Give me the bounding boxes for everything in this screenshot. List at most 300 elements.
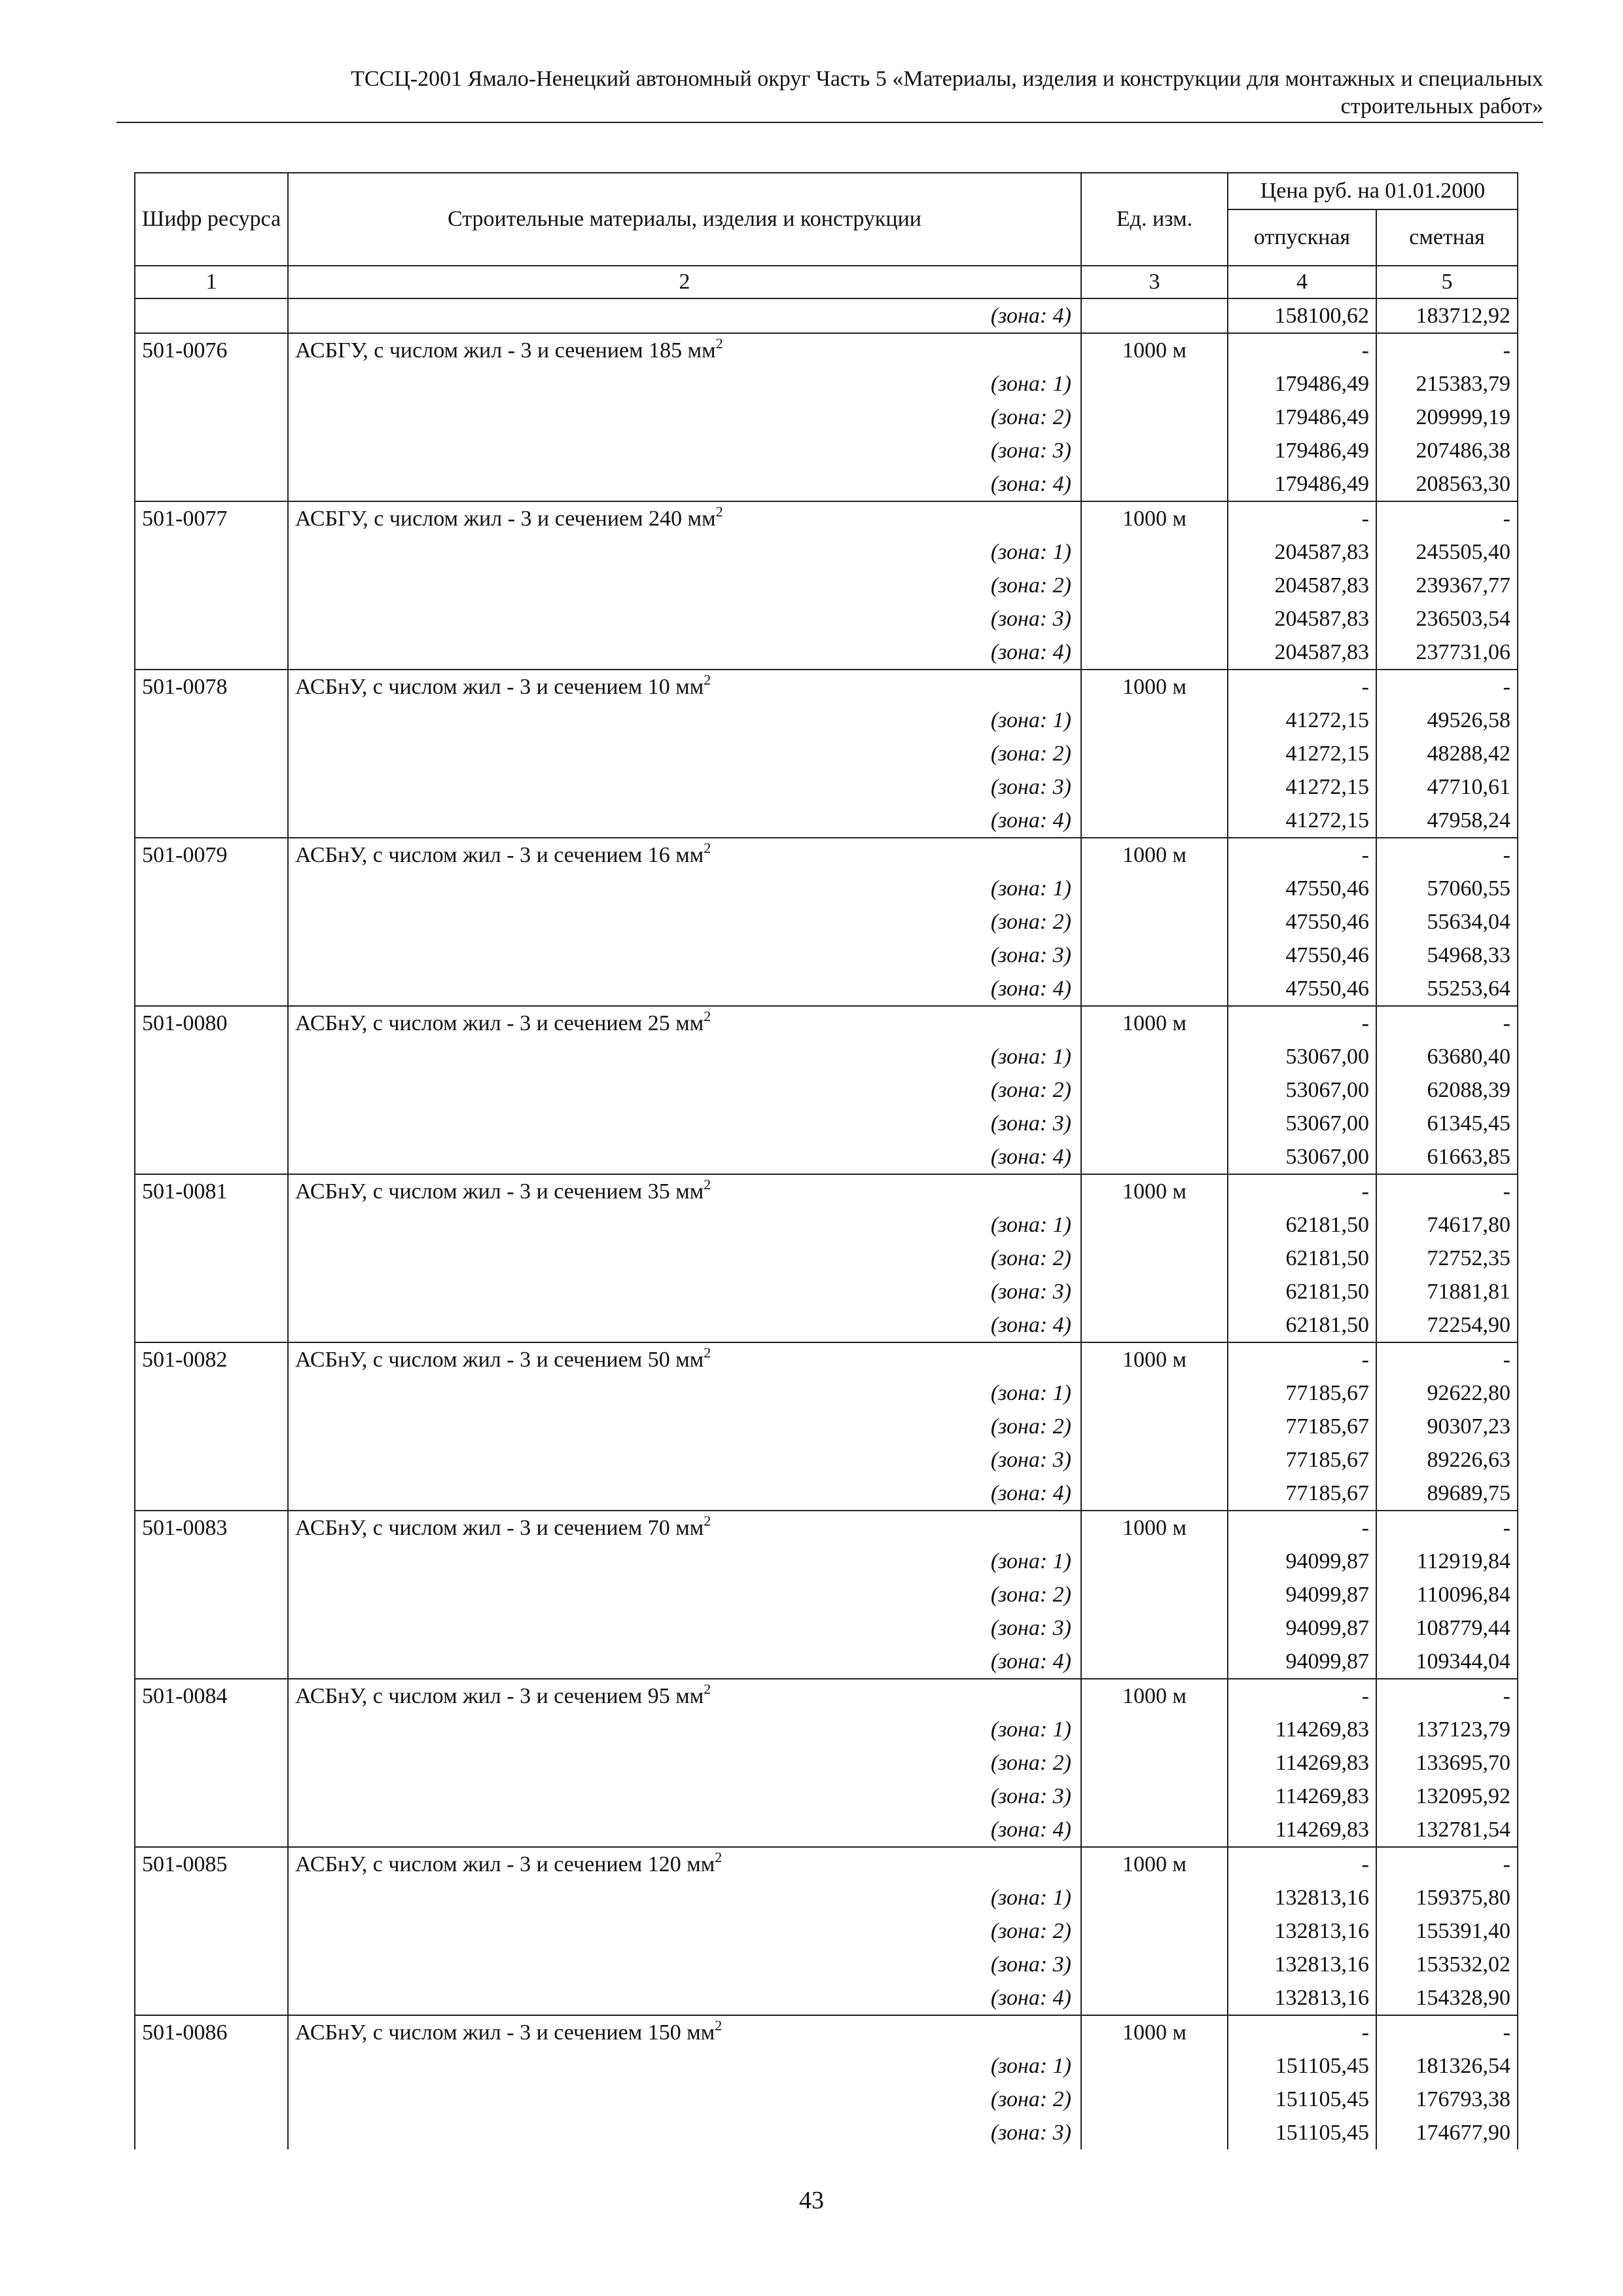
table-row (135, 333, 1518, 367)
material-name-text: (зона: 2) (990, 1583, 1071, 1607)
unit-of-measure (1081, 1611, 1228, 1645)
material-name-text: (зона: 1) (990, 1886, 1071, 1910)
unit-of-measure (1081, 1275, 1228, 1308)
release-price: - (1228, 1847, 1376, 1881)
table-row (135, 1107, 1518, 1140)
estimate-price: 237731,06 (1376, 636, 1518, 670)
unit-of-measure (1081, 636, 1228, 670)
unit-superscript: 2 (704, 1176, 711, 1193)
material-name-text: (зона: 4) (990, 472, 1071, 496)
resource-code (135, 636, 288, 670)
zone-label (288, 1208, 1081, 1242)
material-name-text: (зона: 4) (990, 640, 1071, 664)
estimate-price: 72752,35 (1376, 1242, 1518, 1275)
unit-superscript: 2 (715, 335, 723, 351)
material-name (288, 333, 1081, 367)
header-line-1: ТССЦ-2001 Ямало-Ненецкий автономный округ Часть 5 «Материалы, изделия и конструкции для монтажных и специальных (351, 67, 1543, 91)
unit-of-measure (1081, 1443, 1228, 1477)
estimate-price: 110096,84 (1376, 1578, 1518, 1611)
estimate-price: 155391,40 (1376, 1914, 1518, 1948)
unit-of-measure: 1000 м (1081, 1679, 1228, 1713)
table-row (135, 501, 1518, 535)
table-header (135, 173, 1518, 298)
unit-superscript: 2 (704, 840, 711, 856)
unit-of-measure (1081, 939, 1228, 972)
table-row (135, 2015, 1518, 2049)
estimate-price: 61345,45 (1376, 1107, 1518, 1140)
unit-of-measure (1081, 872, 1228, 905)
release-price: 47550,46 (1228, 972, 1376, 1006)
unit-of-measure: 1000 м (1081, 1511, 1228, 1545)
estimate-price: 61663,85 (1376, 1140, 1518, 1174)
zone-label (288, 298, 1081, 333)
unit-of-measure (1081, 1746, 1228, 1780)
unit-of-measure (1081, 1780, 1228, 1813)
zone-label (288, 1410, 1081, 1443)
material-name-text: (зона: 3) (990, 775, 1071, 799)
zone-label (288, 1040, 1081, 1073)
resource-code: 501-0084 (135, 1679, 288, 1713)
material-name-text: (зона: 4) (990, 1818, 1071, 1842)
release-price: 114269,83 (1228, 1746, 1376, 1780)
table-row (135, 569, 1518, 602)
unit-of-measure (1081, 1545, 1228, 1578)
resource-code: 501-0079 (135, 838, 288, 872)
zone-label (288, 1881, 1081, 1914)
estimate-price: 133695,70 (1376, 1746, 1518, 1780)
unit-superscript: 2 (704, 1681, 711, 1697)
estimate-price: 92622,80 (1376, 1376, 1518, 1410)
unit-of-measure (1081, 972, 1228, 1006)
unit-of-measure (1081, 1981, 1228, 2015)
material-name (288, 838, 1081, 872)
release-price: - (1228, 1006, 1376, 1040)
estimate-price: 108779,44 (1376, 1611, 1518, 1645)
running-header (116, 65, 1543, 120)
estimate-price: 132781,54 (1376, 1813, 1518, 1847)
release-price: 179486,49 (1228, 467, 1376, 501)
resource-code (135, 1611, 288, 1645)
material-name-text: (зона: 4) (990, 1649, 1071, 1674)
zone-label (288, 1981, 1081, 2015)
estimate-price: 153532,02 (1376, 1948, 1518, 1981)
release-price: 62181,50 (1228, 1242, 1376, 1275)
zone-label (288, 1376, 1081, 1410)
zone-label (288, 905, 1081, 939)
unit-of-measure (1081, 1140, 1228, 1174)
release-price: 132813,16 (1228, 1981, 1376, 2015)
estimate-price: 215383,79 (1376, 367, 1518, 401)
estimate-price: - (1376, 1511, 1518, 1545)
resource-code: 501-0082 (135, 1342, 288, 1376)
zone-label (288, 1477, 1081, 1511)
release-price: - (1228, 838, 1376, 872)
column-number: 2 (288, 266, 1081, 298)
unit-of-measure (1081, 535, 1228, 569)
table-row (135, 704, 1518, 737)
estimate-price: 71881,81 (1376, 1275, 1518, 1308)
release-price: 114269,83 (1228, 1813, 1376, 1847)
unit-of-measure: 1000 м (1081, 2015, 1228, 2049)
table-row (135, 1006, 1518, 1040)
table-row (135, 1477, 1518, 1511)
estimate-price: 90307,23 (1376, 1410, 1518, 1443)
resource-code (135, 1275, 288, 1308)
estimate-price: 49526,58 (1376, 704, 1518, 737)
release-price: - (1228, 670, 1376, 704)
table-row (135, 1881, 1518, 1914)
unit-of-measure (1081, 1208, 1228, 1242)
resource-code (135, 1545, 288, 1578)
release-price: 94099,87 (1228, 1578, 1376, 1611)
estimate-price: - (1376, 501, 1518, 535)
table-row (135, 1140, 1518, 1174)
zone-label (288, 2049, 1081, 2083)
zone-label (288, 1578, 1081, 1611)
resource-code (135, 1443, 288, 1477)
release-price: 114269,83 (1228, 1780, 1376, 1813)
release-price: 94099,87 (1228, 1645, 1376, 1679)
material-name-text: (зона: 1) (990, 1717, 1071, 1742)
release-price: 204587,83 (1228, 569, 1376, 602)
release-price: 77185,67 (1228, 1443, 1376, 1477)
table-row (135, 1813, 1518, 1847)
unit-of-measure (1081, 1914, 1228, 1948)
table-row (135, 602, 1518, 636)
material-name-text: (зона: 1) (990, 1213, 1071, 1237)
estimate-price: 245505,40 (1376, 535, 1518, 569)
estimate-price: 89226,63 (1376, 1443, 1518, 1477)
zone-label (288, 704, 1081, 737)
zone-label (288, 972, 1081, 1006)
material-name (288, 501, 1081, 535)
estimate-price: 55253,64 (1376, 972, 1518, 1006)
material-name-text: (зона: 3) (990, 1448, 1071, 1472)
resource-code (135, 1813, 288, 1847)
resource-code (135, 2116, 288, 2149)
table-row (135, 770, 1518, 804)
table-body (135, 298, 1518, 2149)
table-row (135, 1746, 1518, 1780)
table-row (135, 1578, 1518, 1611)
table-row (135, 2116, 1518, 2149)
unit-of-measure (1081, 2116, 1228, 2149)
unit-of-measure: 1000 м (1081, 1174, 1228, 1208)
material-name-text: (зона: 4) (990, 1481, 1071, 1505)
material-name-text: АСБнУ, с числом жил - 3 и сечением 50 мм (295, 1348, 704, 1372)
page-number: 43 (799, 2187, 824, 2214)
release-price: 151105,45 (1228, 2116, 1376, 2149)
zone-label (288, 804, 1081, 838)
material-name-text: (зона: 2) (990, 910, 1071, 934)
unit-of-measure (1081, 1242, 1228, 1275)
material-name-text: (зона: 2) (990, 1246, 1071, 1270)
table-row (135, 838, 1518, 872)
estimate-price: 57060,55 (1376, 872, 1518, 905)
unit-of-measure (1081, 467, 1228, 501)
estimate-price: 176793,38 (1376, 2083, 1518, 2116)
unit-of-measure (1081, 1073, 1228, 1107)
material-name-text: (зона: 2) (990, 1919, 1071, 1943)
estimate-price: 207486,38 (1376, 434, 1518, 467)
material-name-text: АСБнУ, с числом жил - 3 и сечением 150 мм (295, 2020, 715, 2045)
unit-of-measure: 1000 м (1081, 670, 1228, 704)
release-price: 179486,49 (1228, 401, 1376, 434)
estimate-price: 74617,80 (1376, 1208, 1518, 1242)
release-price: 53067,00 (1228, 1107, 1376, 1140)
table-row (135, 1611, 1518, 1645)
estimate-price: - (1376, 838, 1518, 872)
unit-of-measure (1081, 1881, 1228, 1914)
unit-of-measure: 1000 м (1081, 1342, 1228, 1376)
resource-code (135, 401, 288, 434)
estimate-price: 239367,77 (1376, 569, 1518, 602)
estimate-price: - (1376, 1847, 1518, 1881)
material-name-text: АСБГУ, с числом жил - 3 и сечением 240 мм (295, 507, 716, 531)
material-name-text: (зона: 4) (990, 977, 1071, 1001)
release-price: 94099,87 (1228, 1545, 1376, 1578)
material-name-text: (зона: 2) (990, 2087, 1071, 2111)
resource-code (135, 1073, 288, 1107)
table-row (135, 1376, 1518, 1410)
estimate-price: 159375,80 (1376, 1881, 1518, 1914)
resource-code: 501-0078 (135, 670, 288, 704)
table-row (135, 2083, 1518, 2116)
release-price: 62181,50 (1228, 1308, 1376, 1342)
resource-code: 501-0080 (135, 1006, 288, 1040)
unit-of-measure (1081, 905, 1228, 939)
material-name-text: (зона: 4) (990, 1145, 1071, 1169)
zone-label (288, 401, 1081, 434)
material-name-text: (зона: 1) (990, 1381, 1071, 1405)
unit-of-measure (1081, 737, 1228, 770)
material-name-text: (зона: 3) (990, 1111, 1071, 1136)
column-number: 4 (1228, 266, 1376, 298)
estimate-price: 181326,54 (1376, 2049, 1518, 2083)
table-row (135, 670, 1518, 704)
unit-of-measure (1081, 2049, 1228, 2083)
table-row (135, 1679, 1518, 1713)
material-name-text: АСБнУ, с числом жил - 3 и сечением 10 мм (295, 675, 704, 699)
estimate-price: 209999,19 (1376, 401, 1518, 434)
material-name-text: (зона: 1) (990, 2054, 1071, 2078)
material-name-text: АСБнУ, с числом жил - 3 и сечением 35 мм (295, 1179, 704, 1204)
table-row (135, 1410, 1518, 1443)
material-name-text: (зона: 4) (990, 1986, 1071, 2010)
material-name-text: (зона: 2) (990, 573, 1071, 598)
material-name-text: (зона: 2) (990, 1751, 1071, 1775)
header-divider (116, 122, 1543, 123)
resource-code (135, 1107, 288, 1140)
resource-code: 501-0083 (135, 1511, 288, 1545)
estimate-price: 54968,33 (1376, 939, 1518, 972)
zone-label (288, 2116, 1081, 2149)
table-row (135, 1174, 1518, 1208)
resource-code (135, 602, 288, 636)
material-name-text: АСБГУ, с числом жил - 3 и сечением 185 мм (295, 338, 716, 363)
material-name-text: (зона: 2) (990, 742, 1071, 766)
resource-code (135, 1208, 288, 1242)
material-name (288, 1342, 1081, 1376)
zone-label (288, 1746, 1081, 1780)
table-row (135, 1073, 1518, 1107)
material-name-text: (зона: 2) (990, 1414, 1071, 1439)
unit-of-measure (1081, 1578, 1228, 1611)
unit-of-measure (1081, 804, 1228, 838)
unit-of-measure: 1000 м (1081, 1847, 1228, 1881)
unit-of-measure (1081, 1813, 1228, 1847)
material-name-text: (зона: 4) (990, 808, 1071, 833)
resource-code (135, 1881, 288, 1914)
material-name-text: (зона: 2) (990, 1078, 1071, 1102)
zone-label (288, 1073, 1081, 1107)
material-name-text: (зона: 4) (990, 304, 1071, 328)
resource-code (135, 2083, 288, 2116)
release-price: - (1228, 2015, 1376, 2049)
estimate-price: - (1376, 1174, 1518, 1208)
zone-label (288, 1545, 1081, 1578)
zone-label (288, 1780, 1081, 1813)
material-name-text: (зона: 3) (990, 1616, 1071, 1640)
table-row (135, 467, 1518, 501)
zone-label (288, 535, 1081, 569)
estimate-price: 208563,30 (1376, 467, 1518, 501)
resource-code (135, 1948, 288, 1981)
table-row (135, 1780, 1518, 1813)
table-row (135, 1948, 1518, 1981)
unit-superscript: 2 (704, 672, 711, 688)
material-name-text: (зона: 3) (990, 439, 1071, 463)
release-price: 179486,49 (1228, 367, 1376, 401)
header-price-group: Цена руб. на 01.01.2000 (1228, 173, 1518, 209)
estimate-price: 47958,24 (1376, 804, 1518, 838)
zone-label (288, 1611, 1081, 1645)
header-code: Шифр ресурса (135, 173, 288, 266)
release-price: 47550,46 (1228, 872, 1376, 905)
release-price: - (1228, 1342, 1376, 1376)
release-price: 53067,00 (1228, 1073, 1376, 1107)
unit-superscript: 2 (704, 1008, 711, 1024)
resource-code (135, 972, 288, 1006)
zone-label (288, 770, 1081, 804)
release-price: 204587,83 (1228, 602, 1376, 636)
table-row (135, 1208, 1518, 1242)
resource-code (135, 434, 288, 467)
estimate-price: 112919,84 (1376, 1545, 1518, 1578)
table-row (135, 1847, 1518, 1881)
release-price: 77185,67 (1228, 1376, 1376, 1410)
zone-label (288, 872, 1081, 905)
release-price: 132813,16 (1228, 1948, 1376, 1981)
zone-label (288, 1275, 1081, 1308)
resource-code: 501-0077 (135, 501, 288, 535)
release-price: 41272,15 (1228, 704, 1376, 737)
unit-superscript: 2 (704, 1513, 711, 1529)
resource-code (135, 872, 288, 905)
zone-label (288, 1713, 1081, 1746)
material-name-text: (зона: 4) (990, 1313, 1071, 1337)
zone-label (288, 467, 1081, 501)
release-price: 62181,50 (1228, 1275, 1376, 1308)
material-name (288, 1511, 1081, 1545)
table-row (135, 1443, 1518, 1477)
estimate-price: 137123,79 (1376, 1713, 1518, 1746)
unit-of-measure (1081, 298, 1228, 333)
unit-of-measure (1081, 1645, 1228, 1679)
material-name-text: (зона: 1) (990, 708, 1071, 732)
release-price: 41272,15 (1228, 770, 1376, 804)
release-price: 114269,83 (1228, 1713, 1376, 1746)
resource-code (135, 1914, 288, 1948)
material-name-text: АСБнУ, с числом жил - 3 и сечением 95 мм (295, 1684, 704, 1708)
zone-label (288, 1140, 1081, 1174)
estimate-price: - (1376, 2015, 1518, 2049)
estimate-price: 154328,90 (1376, 1981, 1518, 2015)
resource-code (135, 2049, 288, 2083)
zone-label (288, 1948, 1081, 1981)
resource-code (135, 535, 288, 569)
header-release-price: отпускная (1228, 209, 1376, 266)
zone-label (288, 1107, 1081, 1140)
zone-label (288, 737, 1081, 770)
material-name-text: (зона: 1) (990, 372, 1071, 396)
resource-code (135, 737, 288, 770)
unit-of-measure (1081, 367, 1228, 401)
material-name (288, 1847, 1081, 1881)
material-name-text: (зона: 3) (990, 607, 1071, 631)
unit-of-measure (1081, 1477, 1228, 1511)
release-price: - (1228, 1174, 1376, 1208)
estimate-price: 183712,92 (1376, 298, 1518, 333)
unit-of-measure (1081, 569, 1228, 602)
unit-superscript: 2 (715, 503, 723, 520)
material-name (288, 1006, 1081, 1040)
release-price: 77185,67 (1228, 1410, 1376, 1443)
table-row (135, 2049, 1518, 2083)
material-name-text: АСБнУ, с числом жил - 3 и сечением 70 мм (295, 1516, 704, 1540)
material-name-text: (зона: 3) (990, 1952, 1071, 1977)
material-name-text: АСБнУ, с числом жил - 3 и сечением 120 мм (295, 1852, 715, 1876)
release-price: 53067,00 (1228, 1040, 1376, 1073)
material-name-text: (зона: 3) (990, 1280, 1071, 1304)
resource-code: 501-0085 (135, 1847, 288, 1881)
release-price: 47550,46 (1228, 939, 1376, 972)
material-name-text: (зона: 1) (990, 1549, 1071, 1573)
unit-superscript: 2 (715, 2017, 722, 2034)
unit-of-measure (1081, 1107, 1228, 1140)
material-name (288, 2015, 1081, 2049)
resource-code (135, 1242, 288, 1275)
resource-code (135, 1713, 288, 1746)
release-price: 41272,15 (1228, 737, 1376, 770)
table-row (135, 804, 1518, 838)
release-price: 158100,62 (1228, 298, 1376, 333)
release-price: 132813,16 (1228, 1914, 1376, 1948)
unit-of-measure (1081, 2083, 1228, 2116)
estimate-price: - (1376, 1679, 1518, 1713)
release-price: 47550,46 (1228, 905, 1376, 939)
release-price: 204587,83 (1228, 636, 1376, 670)
resource-code (135, 1746, 288, 1780)
material-name-text: АСБнУ, с числом жил - 3 и сечением 25 мм (295, 1011, 704, 1035)
unit-of-measure (1081, 770, 1228, 804)
material-name-text: (зона: 1) (990, 876, 1071, 901)
estimate-price: 48288,42 (1376, 737, 1518, 770)
zone-label (288, 1645, 1081, 1679)
material-name-text: (зона: 1) (990, 1045, 1071, 1069)
column-number: 3 (1081, 266, 1228, 298)
release-price: 151105,45 (1228, 2083, 1376, 2116)
